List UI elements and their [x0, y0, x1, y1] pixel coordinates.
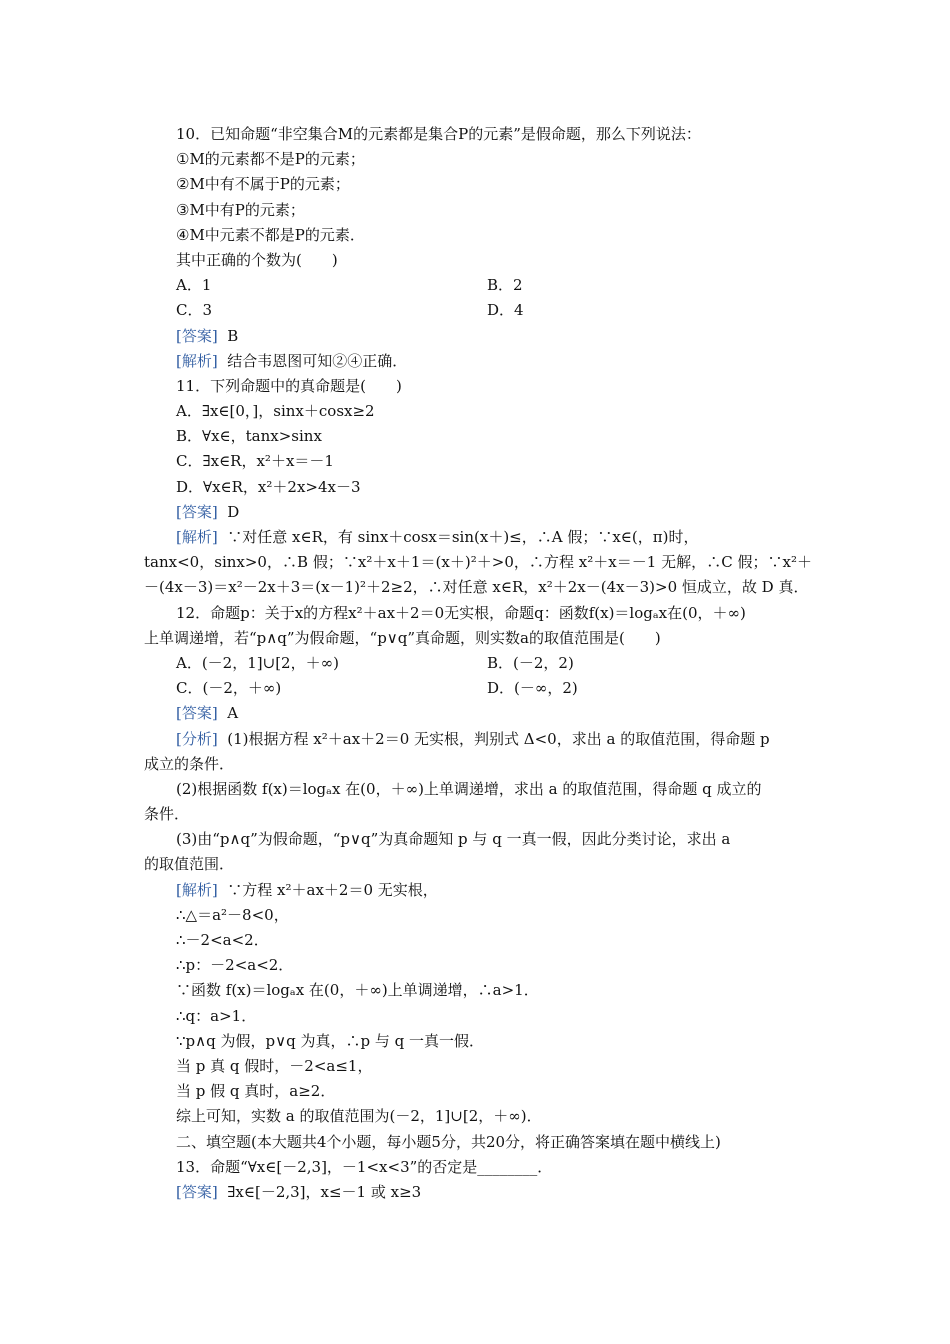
- q12-analysis-line: ∵p∧q 为假，p∨q 为真，∴p 与 q 一真一假．: [176, 1031, 484, 1050]
- q11-analysis-line-2: tanx<0，sinx>0，∴B 假；∵x²＋x＋1＝(x＋)²＋>0，∴方程 x²＋x＝－1 无解，∴C 假；∵x²＋: [144, 553, 812, 572]
- q13-stem: 13．命题“∀x∈[－2,3]，－1<x<3”的否定是________．: [176, 1157, 553, 1176]
- q12-fenxi-line-4: 条件．: [144, 805, 190, 824]
- q10-options-row-2: [144, 298, 812, 323]
- q10-options-row-1: [144, 273, 812, 298]
- section-heading: 二、填空题(本大题共4个小题，每小题5分，共20分，将正确答案填在题中横线上): [176, 1132, 721, 1151]
- q12-fenxi-line-3: (2)根据函数 f(x)＝logₐx 在(0，＋∞)上单调递增，求出 a 的取值范围，得命题 q 成立的: [176, 779, 762, 798]
- q12-options-row-1: [144, 651, 812, 676]
- q12-option-d: D．(－∞，2): [487, 679, 578, 698]
- answer-tag: [答案]: [176, 326, 218, 345]
- analysis-tag: [解析]: [176, 880, 218, 899]
- q11-analysis-line-1: [144, 525, 812, 550]
- q12-analysis-line: ∴q：a>1．: [176, 1006, 257, 1025]
- q12-fenxi-line-6: 的取值范围．: [144, 855, 235, 874]
- q12-analysis-line: 当 p 假 q 真时，a≥2．: [176, 1082, 336, 1101]
- q10-answer-value: B: [227, 326, 239, 345]
- q12-analysis-line: ∴△＝a²－8<0，: [176, 905, 289, 924]
- q12-fenxi-text: (1)根据方程 x²＋ax＋2＝0 无实根，判别式 Δ<0，求出 a 的取值范围，得命题 p: [227, 729, 770, 748]
- q10-option-c: C．3: [176, 301, 213, 320]
- q10-analysis: [144, 349, 812, 374]
- q10-item-3: ③M中有P的元素；: [176, 200, 305, 219]
- q12-analysis-line: ∵函数 f(x)＝logₐx 在(0，＋∞)上单调递增，∴a>1．: [176, 981, 539, 1000]
- q12-analysis-line-1: [144, 878, 812, 903]
- q12-fenxi-line-1: [144, 727, 812, 752]
- q12-analysis-line: 当 p 真 q 假时，－2<a≤1，: [176, 1056, 373, 1075]
- q11-option-a: A．∃x∈[0，]，sinx＋cosx≥2: [176, 402, 375, 421]
- fenxi-tag: [分析]: [176, 729, 218, 748]
- q10-ask: 其中正确的个数为( ): [176, 250, 338, 269]
- q10-stem: 10．已知命题“非空集合M的元素都是集合P的元素”是假命题，那么下列说法：: [176, 125, 701, 143]
- analysis-tag: [解析]: [176, 528, 218, 546]
- q12-stem-line-2: 上单调递增，若“p∧q”为假命题，“p∨q”真命题，则实数a的取值范围是( ): [144, 628, 661, 647]
- q12-analysis-text: ∵方程 x²＋ax＋2＝0 无实根，: [227, 880, 438, 899]
- q10-item-2: ②M中有不属于P的元素；: [176, 175, 350, 194]
- q12-answer: [144, 701, 812, 726]
- answer-tag: [答案]: [176, 502, 218, 521]
- q10-option-a: A．1: [176, 276, 212, 295]
- q11-analysis-text: ∵对任意 x∈R，有 sinx＋cosx＝sin(x＋)≤，∴A 假；∵x∈(，π)时，: [227, 528, 699, 546]
- answer-tag: [答案]: [176, 704, 218, 723]
- q11-stem: 11．下列命题中的真命题是( ): [176, 376, 402, 395]
- q11-option-b: B．∀x∈，tanx>sinx: [176, 427, 322, 446]
- q12-analysis-line: 综上可知，实数 a 的取值范围为(－2，1]∪[2，＋∞)．: [176, 1107, 542, 1126]
- q12-options-row-2: [144, 676, 812, 701]
- q11-analysis-line-3: －(4x－3)＝x²－2x＋3＝(x－1)²＋2≥2，∴对任意 x∈R，x²＋2x－(4x－3)>0 恒成立，故 D 真．: [144, 578, 809, 597]
- q11-answer: [144, 500, 812, 525]
- q10-option-b: B．2: [487, 276, 523, 295]
- q12-fenxi-line-2: 成立的条件．: [144, 754, 235, 773]
- q12-analysis-line: ∴－2<a<2．: [176, 931, 269, 949]
- q13-answer: [144, 1180, 812, 1205]
- analysis-tag: [解析]: [176, 351, 218, 370]
- q12-analysis-line: ∴p：－2<a<2．: [176, 956, 294, 975]
- q11-option-d: D．∀x∈R，x²＋2x>4x－3: [176, 477, 361, 496]
- q12-stem-line-1: 12．命题p：关于x的方程x²＋ax＋2＝0无实根，命题q：函数f(x)＝logₐx在(0，＋∞): [176, 603, 746, 622]
- q12-option-b: B．(－2，2): [487, 653, 574, 672]
- answer-tag: [答案]: [176, 1182, 218, 1201]
- document-page: [144, 122, 812, 1205]
- q13-answer-value: ∃x∈[－2,3]，x≤－1 或 x≥3: [227, 1182, 422, 1201]
- q10-item-1: ①M的元素都不是P的元素；: [176, 150, 365, 169]
- q12-option-c: C．(－2，＋∞): [176, 679, 282, 698]
- q10-answer: [144, 324, 812, 349]
- q10-option-d: D．4: [487, 301, 524, 320]
- q10-item-4: ④M中元素不都是P的元素．: [176, 225, 365, 244]
- q11-answer-value: D: [227, 502, 240, 521]
- q10-analysis-text: 结合韦恩图可知②④正确．: [227, 351, 408, 370]
- q12-fenxi-line-5: (3)由“p∧q”为假命题，“p∨q”为真命题知 p 与 q 一真一假，因此分类讨论，求出 a: [176, 830, 731, 849]
- q11-option-c: C．∃x∈R，x²＋x＝－1: [176, 452, 334, 471]
- q12-option-a: A．(－2，1]∪[2，＋∞): [176, 653, 339, 672]
- q12-answer-value: A: [227, 704, 239, 723]
